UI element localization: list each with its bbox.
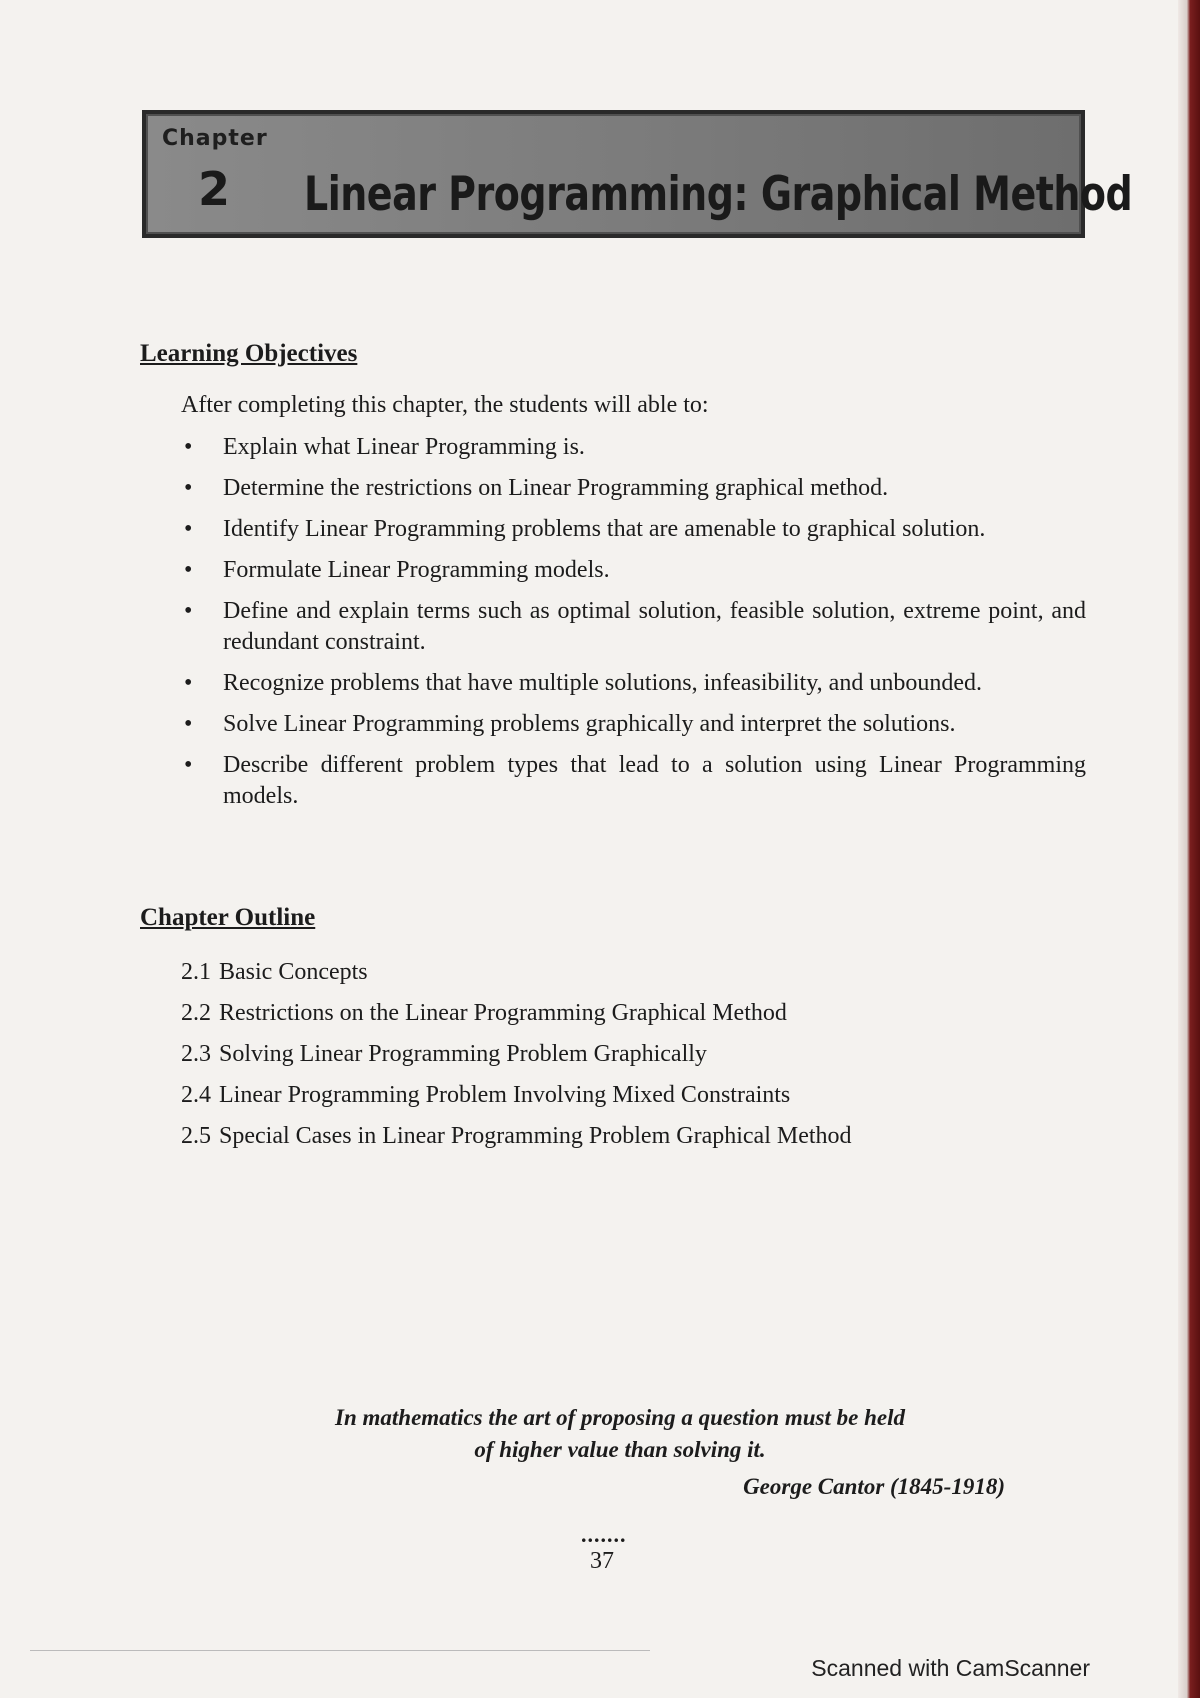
chapter-outline-heading: Chapter Outline — [140, 904, 316, 931]
bullet-icon: • — [184, 670, 193, 696]
list-item: 2.4 Linear Programming Problem Involving Mixed Constraints — [181, 1082, 791, 1108]
chapter-number: 2 — [198, 162, 231, 216]
quote-author: George Cantor (1845-1918) — [743, 1474, 1005, 1499]
list-item: • Define and explain terms such as optimal solution, feasible solution, extreme point, and redundant constraint. — [184, 598, 1086, 655]
bullet-icon: • — [184, 434, 193, 460]
list-item: • Solve Linear Programming problems graphically and interpret the solutions. — [181, 709, 1086, 740]
quote — [260, 1402, 980, 1466]
bullet-icon: • — [184, 598, 193, 624]
chapter-label: Chapter — [162, 126, 268, 151]
list-item: 2.1 Basic Concepts — [181, 959, 368, 985]
quote-line-2: of higher value than solving it. — [474, 1437, 766, 1462]
list-item: • Formulate Linear Programming models. — [181, 555, 1086, 586]
objectives-intro: After completing this chapter, the students will able to: — [181, 392, 709, 418]
scanner-watermark: Scanned with CamScanner — [811, 1655, 1090, 1681]
chapter-banner — [142, 110, 1133, 238]
list-item: • Explain what Linear Programming is. — [181, 432, 1086, 463]
list-item: 2.3 Solving Linear Programming Problem Graphically — [181, 1041, 707, 1067]
learning-objectives-heading: Learning Objectives — [140, 340, 358, 367]
list-item: 2.5 Special Cases in Linear Programming Problem Graphical Method — [181, 1123, 852, 1149]
bullet-icon: • — [184, 475, 193, 501]
bullet-icon: • — [184, 711, 193, 737]
list-item: • Identify Linear Programming problems that are amenable to graphical solution. — [181, 514, 1086, 545]
bullet-icon: • — [184, 516, 193, 542]
page-number: 37 — [590, 1548, 614, 1574]
separator-dots: ....... — [581, 1522, 627, 1547]
objectives-list — [181, 432, 1086, 822]
page-edge — [1178, 0, 1200, 1698]
list-item: • Determine the restrictions on Linear Programming graphical method. — [181, 473, 1086, 504]
bullet-icon: • — [184, 557, 193, 583]
list-item: • Recognize problems that have multiple solutions, infeasibility, and unbounded. — [181, 668, 1086, 699]
footer-divider — [30, 1650, 650, 1651]
list-item: • Describe different problem types that lead to a solution using Linear Programming models. — [184, 752, 1086, 809]
list-item: 2.2 Restrictions on the Linear Programming Graphical Method — [181, 1000, 787, 1026]
bullet-icon: • — [184, 752, 193, 778]
quote-line-1: In mathematics the art of proposing a question must be held — [335, 1405, 905, 1430]
chapter-title: Linear Programming: Graphical Method — [304, 166, 1133, 221]
outline-list — [181, 952, 852, 1157]
